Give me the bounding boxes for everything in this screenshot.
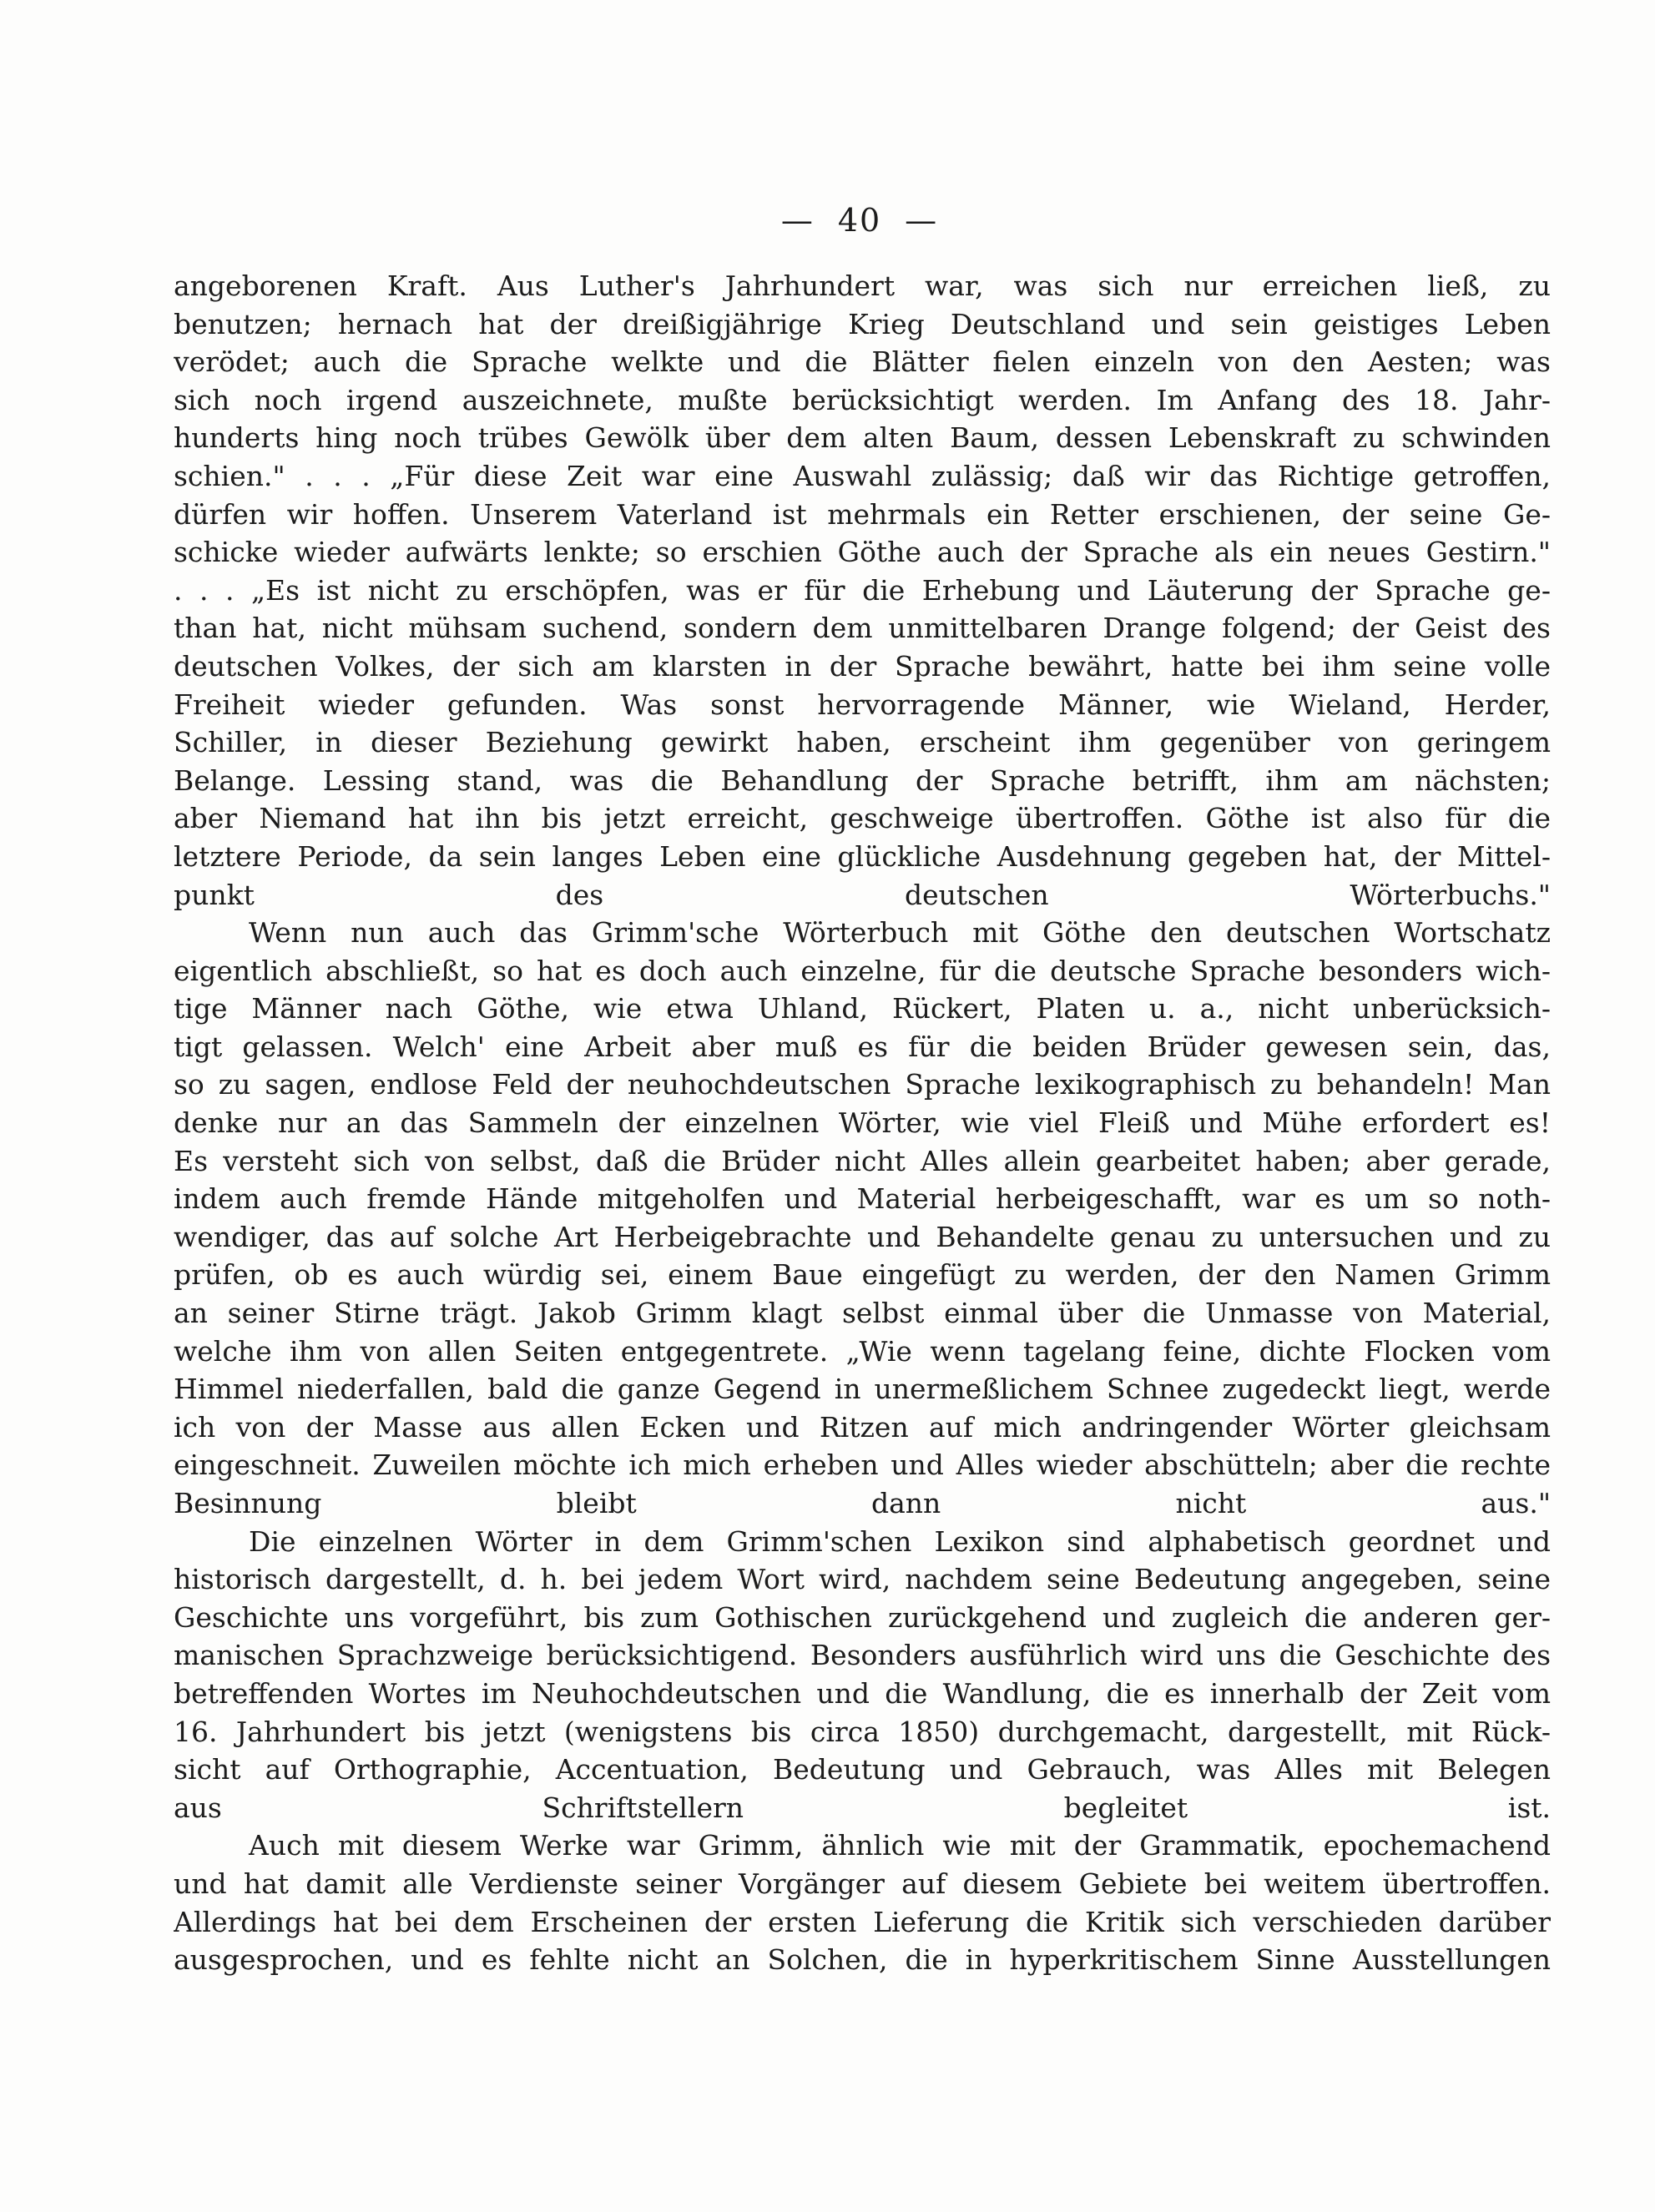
text-line: denke nur an das Sammeln der einzelnen Wörter, wie viel Fleiß und Mühe erfordert es! bbox=[174, 1106, 1551, 1140]
paragraph bbox=[174, 267, 1551, 914]
text-line: betreffenden Wortes im Neuhochdeutschen und die Wandlung, die es innerhalb der Zeit vom bbox=[174, 1676, 1551, 1710]
text-line: manischen Sprachzweige berücksichtigend. Besonders ausführlich wird uns die Geschichte des bbox=[174, 1639, 1551, 1672]
text-line: Freiheit wieder gefunden. Was sonst hervorragende Männer, wie Wieland, Herder, bbox=[174, 688, 1551, 721]
text-line: schicke wieder aufwärts lenkte; so erschien Göthe auch der Sprache als ein neues Gestirn." bbox=[174, 536, 1551, 569]
text-line: verödet; auch die Sprache welkte und die Blätter fielen einzeln von den Aesten; was bbox=[174, 345, 1551, 379]
text-line: sich noch irgend auszeichnete, mußte berücksichtigt werden. Im Anfang des 18. Jahr- bbox=[174, 383, 1551, 416]
body-text bbox=[174, 267, 1551, 1979]
text-line: Geschichte uns vorgeführt, bis zum Gothischen zurückgehend und zugleich die anderen ger- bbox=[174, 1600, 1551, 1634]
text-line: 16. Jahrhundert bis jetzt (wenigstens bis circa 1850) durchgemacht, dargestellt, mit Rück- bbox=[174, 1715, 1551, 1748]
text-line: deutschen Volkes, der sich am klarsten in der Sprache bewährt, hatte bei ihm seine volle bbox=[174, 649, 1551, 683]
text-line: Wenn nun auch das Grimm'sche Wörterbuch mit Göthe den deutschen Wortschatz bbox=[249, 916, 1551, 950]
text-line: Himmel niederfallen, bald die ganze Gegend in unermeßlichem Schnee zugedeckt liegt, werde bbox=[174, 1373, 1551, 1406]
text-line: eingeschneit. Zuweilen möchte ich mich erheben und Alles wieder abschütteln; aber die rechte bbox=[174, 1449, 1551, 1482]
text-line: Besinnung bleibt dann nicht aus." bbox=[174, 1487, 1551, 1519]
text-line: Allerdings hat bei dem Erscheinen der ersten Lieferung die Kritik sich verschieden darüber bbox=[174, 1905, 1551, 1938]
text-line: letztere Periode, da sein langes Leben eine glückliche Ausdehnung gegeben hat, der Mittel- bbox=[174, 839, 1551, 873]
text-line: ich von der Masse aus allen Ecken und Ritzen auf mich andringender Wörter gleichsam bbox=[174, 1410, 1551, 1444]
text-line: Belange. Lessing stand, was die Behandlung der Sprache betrifft, ihm am nächsten; bbox=[174, 763, 1551, 797]
text-line: Die einzelnen Wörter in dem Grimm'schen Lexikon sind alphabetisch geordnet und bbox=[249, 1524, 1551, 1558]
text-line: aber Niemand hat ihn bis jetzt erreicht, geschweige übertroffen. Göthe ist also für die bbox=[174, 802, 1551, 835]
text-line: aus Schriftstellern begleitet ist. bbox=[174, 1791, 1551, 1824]
dash-left: — bbox=[780, 202, 815, 239]
text-line: sicht auf Orthographie, Accentuation, Bedeutung und Gebrauch, was Alles mit Belegen bbox=[174, 1753, 1551, 1786]
paragraph bbox=[174, 1827, 1551, 1978]
text-line: benutzen; hernach hat der dreißigjährige Krieg Deutschland und sein geistiges Leben bbox=[174, 307, 1551, 340]
text-line: indem auch fremde Hände mitgeholfen und Material herbeigeschafft, war es um so noth- bbox=[174, 1182, 1551, 1216]
text-line: dürfen wir hoffen. Unserem Vaterland ist mehrmals ein Retter erschienen, der seine Ge- bbox=[174, 497, 1551, 531]
text-line: tige Männer nach Göthe, wie etwa Uhland, Rückert, Platen u. a., nicht unberücksich- bbox=[174, 992, 1551, 1025]
text-line: und hat damit alle Verdienste seiner Vorgänger auf diesem Gebiete bei weitem übertroffen. bbox=[174, 1867, 1551, 1900]
text-line: prüfen, ob es auch würdig sei, einem Baue eingefügt zu werden, der den Namen Grimm bbox=[174, 1258, 1551, 1292]
text-line: angeborenen Kraft. Aus Luther's Jahrhundert war, was sich nur erreichen ließ, zu bbox=[174, 270, 1551, 302]
text-line: than hat, nicht mühsam suchend, sondern dem unmittelbaren Drange folgend; der Geist des bbox=[174, 612, 1551, 645]
dash-right: — bbox=[905, 202, 939, 239]
text-line: schien." . . . „Für diese Zeit war eine Auswahl zulässig; daß wir das Richtige getroffen, bbox=[174, 459, 1551, 492]
paragraph bbox=[174, 914, 1551, 1523]
text-line: ausgesprochen, und es fehlte nicht an Solchen, die in hyperkritischem Sinne Ausstellungen bbox=[174, 1943, 1551, 1977]
text-line: so zu sagen, endlose Feld der neuhochdeutschen Sprache lexikographisch zu behandeln! Man bbox=[174, 1068, 1551, 1101]
text-line: Auch mit diesem Werke war Grimm, ähnlich wie mit der Grammatik, epochemachend bbox=[249, 1829, 1551, 1862]
text-line: punkt des deutschen Wörterbuchs." bbox=[174, 878, 1551, 911]
text-line: eigentlich abschließt, so hat es doch auch einzelne, für die deutsche Sprache besonders wich- bbox=[174, 954, 1551, 987]
page-number-header bbox=[751, 202, 968, 239]
paragraph bbox=[174, 1523, 1551, 1827]
text-line: welche ihm von allen Seiten entgegentrete. „Wie wenn tagelang feine, dichte Flocken vom bbox=[174, 1334, 1551, 1368]
text-line: Schiller, in dieser Beziehung gewirkt haben, erscheint ihm gegenüber von geringem bbox=[174, 726, 1551, 759]
text-line: Es versteht sich von selbst, daß die Brüder nicht Alles allein gearbeitet haben; aber gerade, bbox=[174, 1144, 1551, 1177]
text-line: . . . „Es ist nicht zu erschöpfen, was er für die Erhebung und Läuterung der Sprache ge- bbox=[174, 573, 1551, 607]
text-line: tigt gelassen. Welch' eine Arbeit aber muß es für die beiden Brüder gewesen sein, das, bbox=[174, 1030, 1551, 1063]
page-number: 40 bbox=[837, 202, 882, 239]
text-line: an seiner Stirne trägt. Jakob Grimm klagt selbst einmal über die Unmasse von Material, bbox=[174, 1297, 1551, 1330]
text-line: hunderts hing noch trübes Gewölk über dem alten Baum, dessen Lebenskraft zu schwinden bbox=[174, 421, 1551, 455]
text-line: wendiger, das auf solche Art Herbeigebrachte und Behandelte genau zu untersuchen und zu bbox=[174, 1220, 1551, 1253]
text-line: historisch dargestellt, d. h. bei jedem Wort wird, nachdem seine Bedeutung angegeben, seine bbox=[174, 1563, 1551, 1596]
